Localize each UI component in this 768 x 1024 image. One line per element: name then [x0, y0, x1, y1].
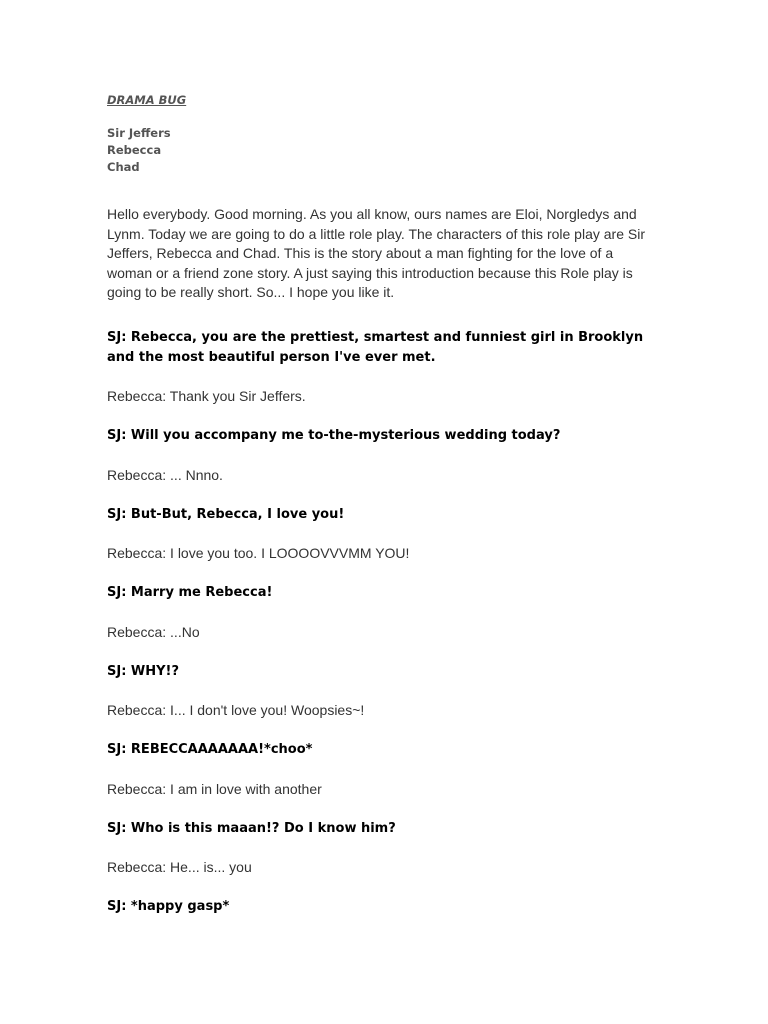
cast-member: Sir Jeffers — [107, 126, 171, 140]
dialogue-line-rebecca: Rebecca: He... is... you — [107, 859, 252, 875]
dialogue-line-rebecca: Rebecca: I... I don't love you! Woopsies~! — [107, 702, 365, 718]
dialogue-line-sj: SJ: REBECCAAAAAAA!*choo* — [107, 742, 313, 757]
dialogue-line-sj: SJ: WHY!? — [107, 663, 180, 679]
dialogue-line-rebecca: Rebecca: ...No — [107, 623, 200, 640]
dialogue-line-sj: SJ: Who is this maaan!? Do I know him? — [107, 820, 396, 836]
dialogue-section — [107, 328, 672, 937]
dialogue-line-sj: SJ: But-But, Rebecca, I love you! — [107, 506, 345, 522]
dialogue-line-rebecca: Rebecca: Thank you Sir Jeffers. — [107, 388, 306, 404]
cast-member: Rebecca — [107, 143, 162, 157]
intro-paragraph: Hello everybody. Good morning. As you all know, ours names are Eloi, Norgledys and Lynm. Today we are going to do a little role play. The characters of this role play are Sir Jeffers, Rebecca and Chad. This is the story about a man fighting for the love of a woman or a friend zone story. A just saying this introduction because this Role play is going to be really short. So... I hope you like it. — [107, 206, 645, 300]
dialogue-line-sj: SJ: *happy gasp* — [107, 899, 230, 914]
dialogue-line-sj: SJ: Will you accompany me to-the-mysterious wedding today? — [107, 428, 561, 443]
dialogue-line-rebecca: Rebecca: I love you too. I LOOOOVVVMM YOU! — [107, 545, 410, 561]
cast-member: Chad — [107, 160, 140, 174]
dialogue-line-rebecca: Rebecca: ... Nnno. — [107, 466, 223, 483]
dialogue-line-sj: SJ: Marry me Rebecca! — [107, 585, 273, 600]
document-title: DRAMA BUG — [107, 93, 187, 107]
dialogue-line-sj: SJ: Rebecca, you are the prettiest, smartest and funniest girl in Brooklyn and the most beautiful person I've ever met. — [107, 330, 644, 365]
dialogue-line-rebecca: Rebecca: I am in love with another — [107, 780, 322, 797]
cast-list — [107, 125, 171, 176]
